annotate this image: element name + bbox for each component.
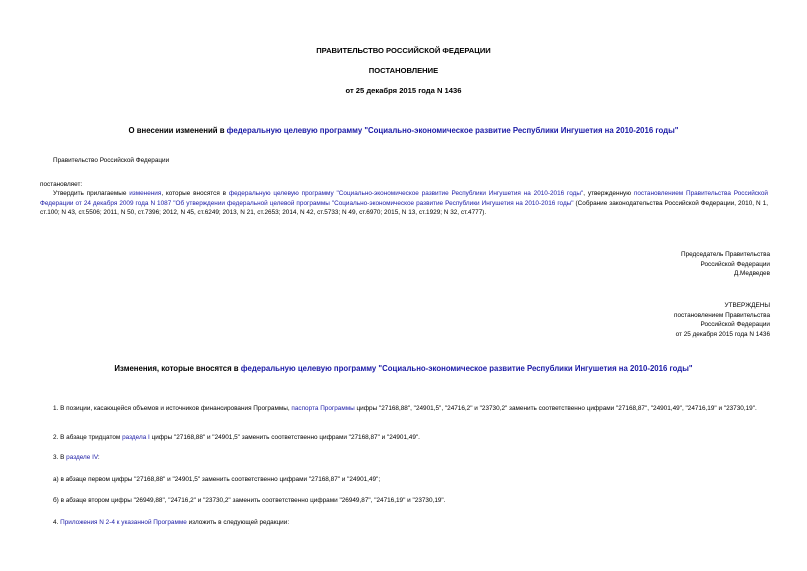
item-2 — [53, 433, 420, 443]
item-4-text-b: изложить в следующей редакции: — [186, 519, 290, 526]
title-program-link[interactable]: федеральную целевую программу "Социально-экономическое развитие Республики Ингушетия на 2010-2016 годы" — [226, 126, 679, 135]
item-3-text-a: 3. В — [53, 454, 67, 461]
item-2-text-b: цифры "27168,88" и "24901,5" заменить соответственно цифрами "27168,87" и "24901,49". — [149, 434, 420, 441]
p1-text-a: Утвердить прилагаемые — [53, 190, 130, 197]
signature-position: Председатель Правительства — [681, 251, 770, 258]
approval-block — [674, 301, 770, 339]
government-heading: ПРАВИТЕЛЬСТВО РОССИЙСКОЙ ФЕДЕРАЦИИ — [316, 46, 491, 55]
section-1-link[interactable]: раздела I — [122, 434, 150, 441]
signature-country: Российской Федерации — [700, 260, 770, 268]
p1-text-c: , утвержденную — [583, 190, 634, 197]
section-4-link[interactable]: разделе IV — [66, 454, 98, 461]
changes-title — [0, 364, 807, 373]
p1-text-b: , которые вносятся в — [161, 190, 229, 197]
title-prefix: О внесении изменений в — [128, 126, 227, 135]
document-title — [0, 126, 807, 135]
signature-name: Д.Медведев — [733, 270, 770, 277]
document-date-number: от 25 декабря 2015 года N 1436 — [345, 86, 462, 95]
p1-text-d: (Собрание законодательства Российской Федерации, 2010, N 1, ст.100; N 43, ст.5506; 2011, N 50, ст.7396; 2012, N 45, ст.6249; 2013, N 21, ст.2653; 2014, N 42, ст.5733; N 49, ст.6970; 2015, N 13, ст.1929; N 32, ст.4777). — [40, 199, 768, 216]
resolution-link[interactable]: постановлением Правительства Российской Федерации от 24 декабря 2009 года N 1087 "Об утверждении федеральной целевой программы "Социально-экономическое развитие Республики Ингушетия на 2010-2016 годы" — [40, 190, 768, 207]
item-2-text-a: 2. В абзаце тридцатом — [53, 434, 123, 441]
item-4 — [53, 518, 289, 528]
item-3-text-b: : — [97, 454, 100, 461]
preamble-subject: Правительство Российской Федерации — [53, 157, 170, 164]
item-3 — [53, 453, 100, 463]
signature-block — [681, 250, 770, 279]
approval-country: Российской Федерации — [700, 321, 770, 328]
item-4-text-a: 4. — [53, 519, 61, 526]
program-passport-link[interactable]: паспорта Программы — [291, 405, 355, 412]
appendices-link[interactable]: Приложения N 2-4 к указанной Программе — [60, 519, 187, 526]
item-1 — [40, 404, 768, 414]
changes-title-program-link[interactable]: федеральную целевую программу "Социально-экономическое развитие Республики Ингушетия на 2010-2016 годы" — [240, 364, 693, 373]
item-3b: б) в абзаце втором цифры "26949,88", "24716,2" и "23730,2" заменить соответственно цифрами "26949,87", "24716,19" и "23730,19". — [53, 497, 446, 504]
item-1-text-a: 1. В позиции, касающейся объемов и источников финансирования Программы, — [53, 405, 292, 412]
program-link[interactable]: федеральную целевую программу "Социально-экономическое развитие Республики Ингушетия на 2010-2016 годы" — [228, 190, 584, 197]
changes-link[interactable]: изменения — [129, 190, 162, 197]
preamble-decides: постановляет: — [40, 181, 83, 188]
changes-title-prefix: Изменения, которые вносятся в — [114, 364, 241, 373]
document-type: ПОСТАНОВЛЕНИЕ — [368, 66, 439, 75]
approval-resolution: постановлением Правительства — [674, 311, 770, 319]
item-1-text-b: цифры "27168,88", "24901,5", "24716,2" и "23730,2" заменить соответственно цифрами "27168,87", "24901,49", "24716,19" и "23730,19". — [354, 405, 757, 412]
item-3a: а) в абзаце первом цифры "27168,88" и "24901,5" заменить соответственно цифрами "27168,87" и "24901,49"; — [53, 476, 381, 483]
approval-date: от 25 декабря 2015 года N 1436 — [675, 330, 770, 338]
approval-heading: УТВЕРЖДЕНЫ — [724, 302, 770, 309]
preamble-paragraph — [40, 189, 768, 218]
